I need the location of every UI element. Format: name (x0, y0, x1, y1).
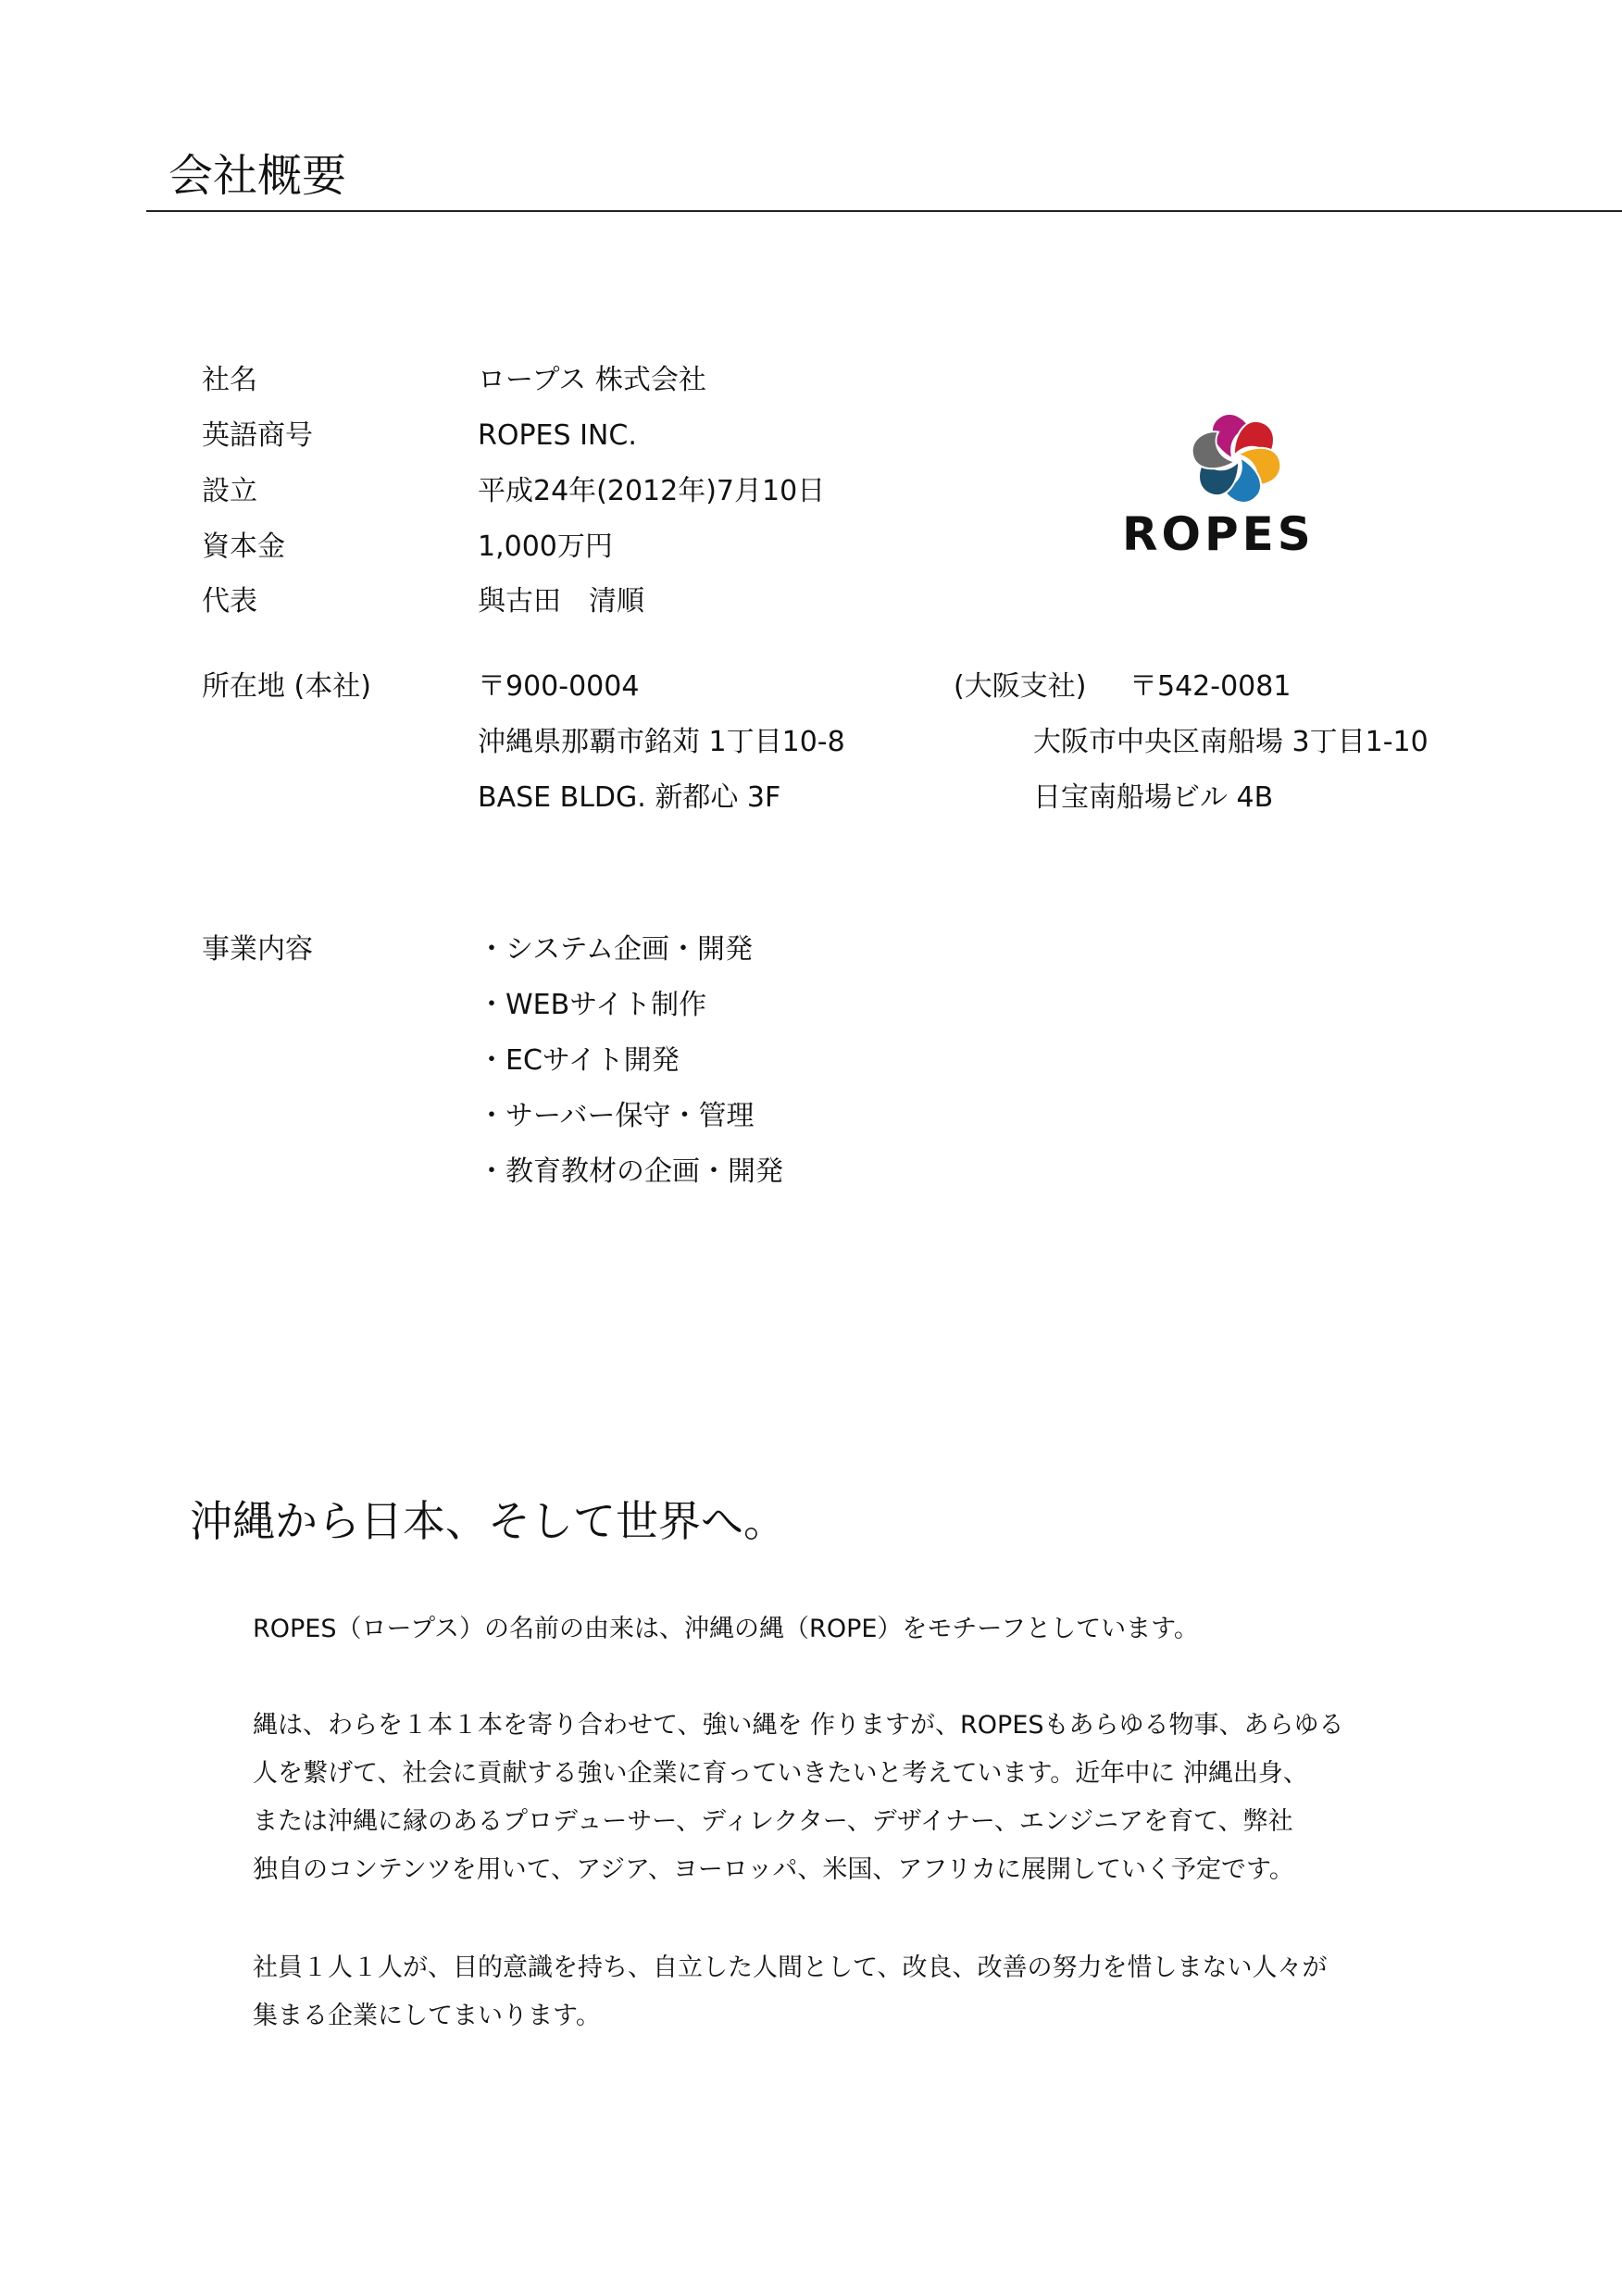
business-item: ・ECサイト開発 (478, 1044, 680, 1077)
business-label: 事業内容 (202, 933, 313, 966)
message-line: 人を繋げて、社会に貢献する強い企業に育っていきたいと考えています。近年中に 沖縄出身、 (253, 1759, 1308, 1788)
osaka-postal: 〒542-0081 (1129, 670, 1291, 703)
logo-wordmark: ROPES (1122, 507, 1315, 561)
osaka-building: 日宝南船場ビル 4B (1033, 781, 1274, 814)
pinwheel-icon (1151, 407, 1322, 509)
english-name-value: ROPES INC. (478, 419, 637, 452)
message-line: 集まる企業にしてまいります。 (253, 2002, 601, 2030)
osaka-label: (大阪支社) (954, 670, 1087, 703)
message-line: 社員１人１人が、目的意識を持ち、自立した人間として、改良、改善の努力を惜しまない人々が (253, 1953, 1328, 1982)
osaka-address: 大阪市中央区南船場 3丁目1-10 (1033, 726, 1429, 758)
company-name-label: 社名 (202, 364, 257, 396)
head-office-address: 沖縄県那覇市銘苅 1丁目10-8 (478, 726, 845, 758)
message-heading: 沖縄から日本、そして世界へ。 (190, 1496, 786, 1546)
head-office-postal: 〒900-0004 (478, 670, 640, 703)
business-item: ・サーバー保守・管理 (478, 1100, 755, 1132)
business-item: ・WEBサイト制作 (478, 989, 707, 1021)
head-office-building: BASE BLDG. 新都心 3F (478, 781, 781, 814)
business-item: ・システム企画・開発 (478, 933, 753, 966)
message-line: 縄は、わらを１本１本を寄り合わせて、強い縄を 作りますが、ROPESもあらゆる物事、あらゆる (253, 1711, 1344, 1740)
founded-value: 平成24年(2012年)7月10日 (478, 475, 826, 507)
company-name-value: ロープス 株式会社 (478, 364, 706, 396)
english-name-label: 英語商号 (202, 419, 313, 452)
message-line: ROPES（ロープス）の名前の由来は、沖縄の縄（ROPE）をモチーフとしています。 (253, 1615, 1199, 1643)
capital-label: 資本金 (202, 530, 285, 563)
representative-label: 代表 (202, 585, 257, 618)
message-line: 独自のコンテンツを用いて、アジア、ヨーロッパ、米国、アフリカに展開していく予定です。 (253, 1855, 1294, 1884)
business-item: ・教育教材の企画・開発 (478, 1155, 783, 1188)
founded-label: 設立 (202, 475, 257, 507)
capital-value: 1,000万円 (478, 530, 613, 563)
representative-value: 與古田 清順 (478, 585, 644, 618)
address-label: 所在地 (本社) (202, 670, 371, 703)
title-divider (146, 210, 1622, 212)
page-title: 会社概要 (168, 150, 347, 202)
message-line: または沖縄に縁のあるプロデューサー、ディレクター、デザイナー、エンジニアを育て、弊社 (253, 1807, 1293, 1836)
